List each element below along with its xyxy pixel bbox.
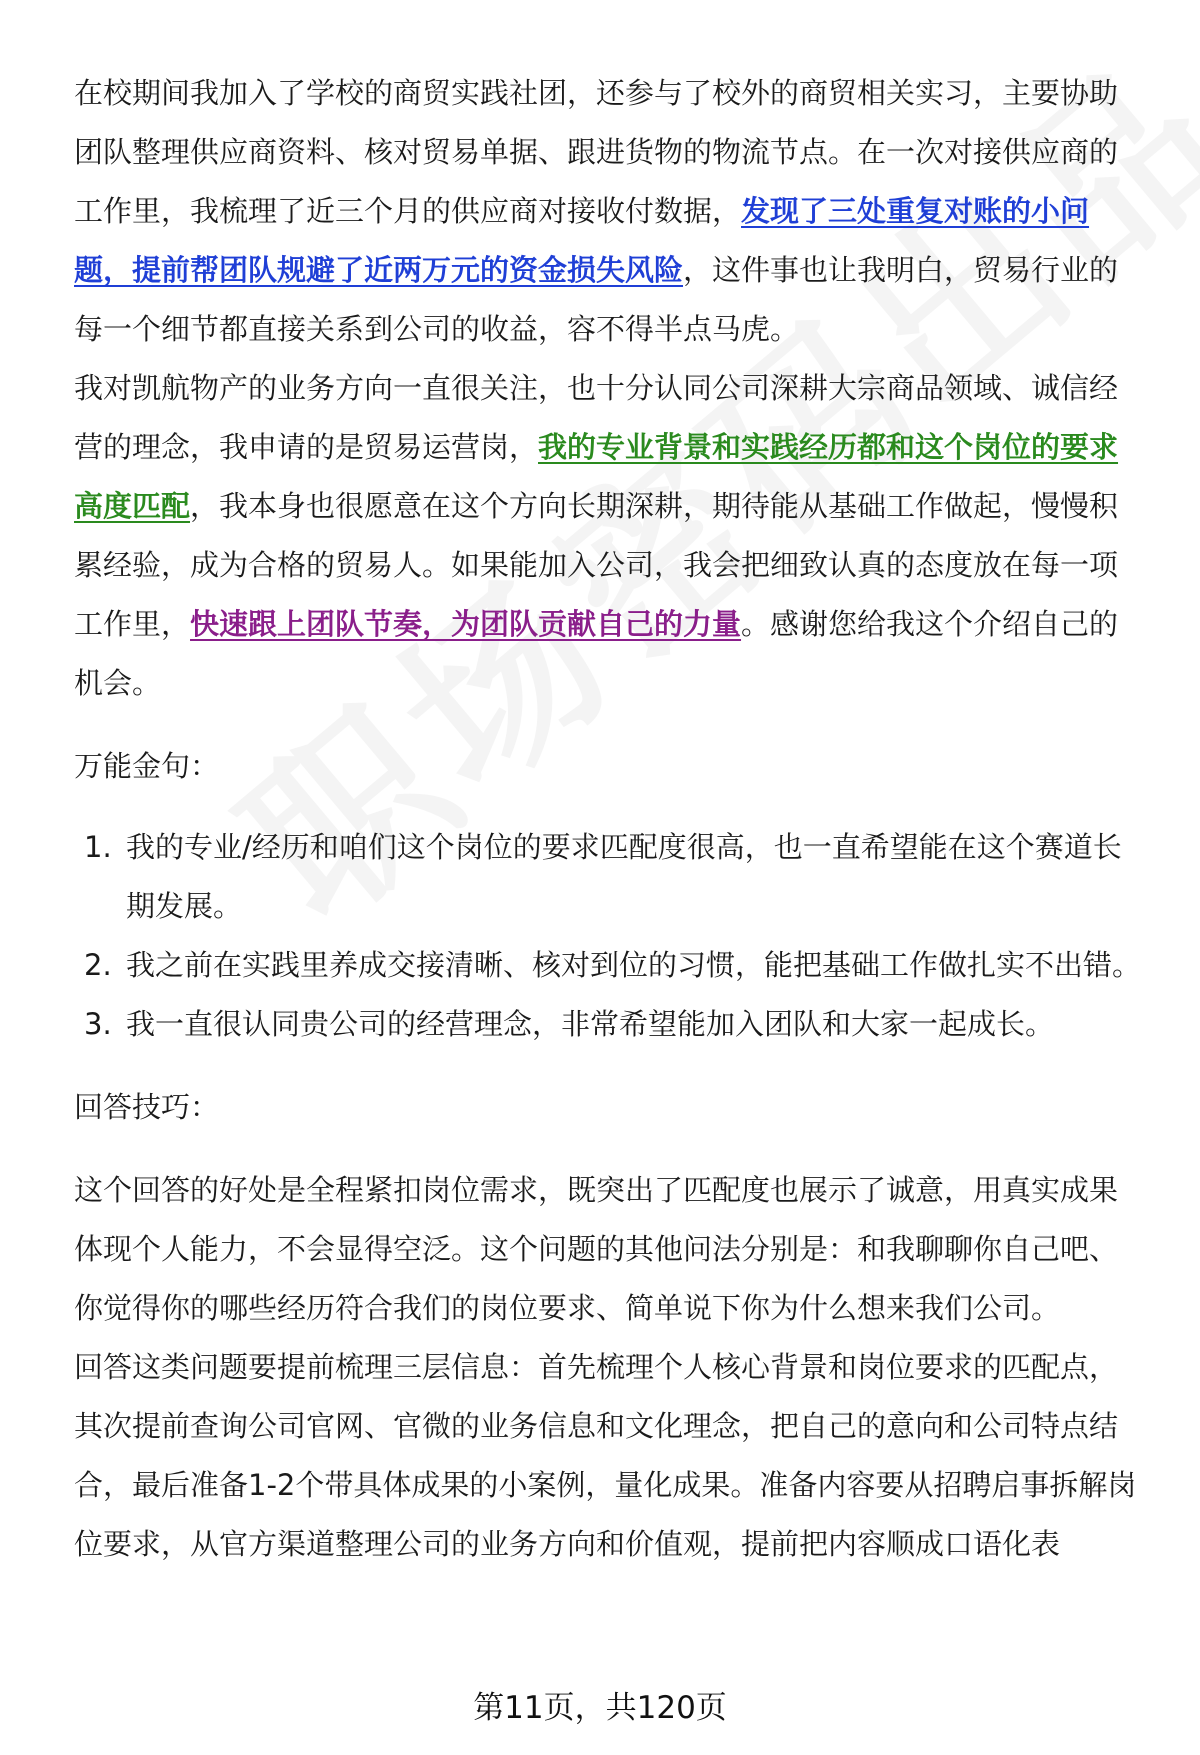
document-body xyxy=(74,64,1144,1574)
paragraph-text: ，我本身也很愿意在这个方向长期深耕，期待能从基础工作做起，慢慢积累经验，成为合格的贸易人。如果能加入公司，我会把细致认真的态度放在每一项工作里， xyxy=(74,489,1119,641)
page-footer: 第11页，共120页 xyxy=(473,1690,727,1726)
list-text: 我的专业/经历和咱们这个岗位的要求匹配度很高，也一直希望能在这个赛道长期发展。 xyxy=(126,830,1122,923)
paragraph-experience xyxy=(74,64,1144,359)
paragraph-text: 我对凯航物产的业务方向一直很关注，也十分认同公司深耕大宗商品领域、诚信经营的理念，我申请的是贸易运营岗， xyxy=(74,371,1119,464)
list-item xyxy=(74,818,1144,936)
tips-paragraph-2: 回答这类问题要提前梳理三层信息：首先梳理个人核心背景和岗位要求的匹配点，其次提前查询公司官网、官微的业务信息和文化理念，把自己的意向和公司特点结合，最后准备1-2个带具体成果的小案例，量化成果。准备内容要从招聘启事拆解岗位要求，从官方渠道整理公司的业务方向和价值观，提前把内容顺成口语化表 xyxy=(74,1350,1137,1561)
list-number: 1. xyxy=(84,830,112,864)
highlight-contribution: 快速跟上团队节奏，为团队贡献自己的力量 xyxy=(190,607,742,641)
golden-list xyxy=(74,818,1144,1054)
paragraph-motivation xyxy=(74,359,1144,713)
tips-paragraph-1: 这个回答的好处是全程紧扣岗位需求，既突出了匹配度也展示了诚意，用真实成果体现个人能力，不会显得空泛。这个问题的其他问法分别是：和我聊聊你自己吧、你觉得你的哪些经历符合我们的岗位要求、简单说下你为什么想来我们公司。 xyxy=(74,1173,1119,1325)
paragraph-text: 。感谢您给我这个介绍自己的机会。 xyxy=(74,607,1119,700)
list-number: 3. xyxy=(84,1007,112,1041)
golden-heading: 万能金句： xyxy=(74,749,220,783)
paragraph-text: 在校期间我加入了学校的商贸实践社团，还参与了校外的商贸相关实习，主要协助团队整理供应商资料、核对贸易单据、跟进货物的物流节点。在一次对接供应商的工作里，我梳理了近三个月的供应商对接收付数据， xyxy=(74,76,1119,228)
list-text: 我之前在实践里养成交接清晰、核对到位的习惯，能把基础工作做扎实不出错。 xyxy=(126,948,1142,982)
tips-heading: 回答技巧： xyxy=(74,1090,220,1124)
highlight-match: 我的专业背景和实践经历都和这个岗位的要求高度匹配 xyxy=(74,430,1119,523)
list-item xyxy=(74,936,1144,995)
list-text: 我一直很认同贵公司的经营理念，非常希望能加入团队和大家一起成长。 xyxy=(126,1007,1055,1041)
highlight-result: 发现了三处重复对账的小问题，提前帮团队规避了近两万元的资金损失风险 xyxy=(74,194,1090,287)
list-item xyxy=(74,995,1144,1054)
paragraph-text: ，这件事也让我明白，贸易行业的每一个细节都直接关系到公司的收益，容不得半点马虎。 xyxy=(74,253,1119,346)
list-number: 2. xyxy=(84,948,112,982)
